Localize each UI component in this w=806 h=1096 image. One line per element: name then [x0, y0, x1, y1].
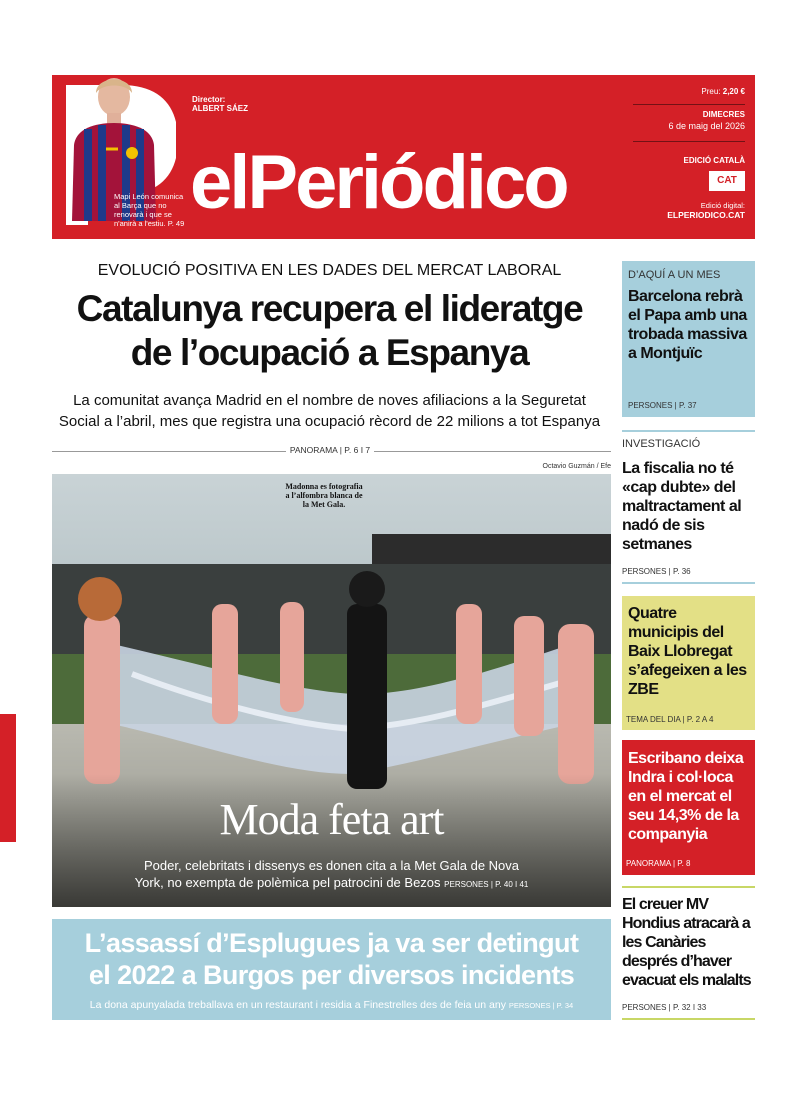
story-section-ref: TEMA DEL DIA | P. 2 A 4 [626, 715, 714, 724]
lead-deck-line: La comunitat avança Madrid en el nombre de noves afiliacions a la Seguretat [73, 392, 586, 409]
price-label: Preu: [701, 87, 721, 96]
met-gala-photo[interactable] [52, 474, 611, 907]
story-section-ref: PERSONES | P. 36 [622, 567, 691, 576]
masthead-divider [633, 141, 745, 142]
story-section-ref: PANORAMA | P. 8 [626, 859, 691, 868]
price [701, 87, 745, 96]
edition-cat-button[interactable]: CAT [709, 171, 745, 191]
story-headline: Escribano deixa Indra i col·loca en el mercat el seu 14,3% de la companyia [628, 750, 744, 843]
story-headline: El creuer MV Hondius atracarà a les Canàries després d’haver evacuat els malalts [622, 896, 751, 989]
lead-headline[interactable] [42, 287, 617, 375]
lead-kicker: EVOLUCIÓ POSITIVA EN LES DADES DEL MERCAT LABORAL [97, 262, 562, 279]
photo-note: Madonna es fotografia a l’alfombra blanca de la Met Gala. [285, 482, 363, 509]
sidebar-story-papa[interactable] [622, 261, 755, 417]
director-name: ALBERT SÁEZ [192, 104, 248, 113]
price-value: 2,20 € [722, 87, 745, 96]
player-caption[interactable]: Mapi León comunica al Barça que no renovarà i que se n'anirà a l'estiu. P. 49 [114, 192, 185, 228]
sidebar-story-fiscalia[interactable] [622, 430, 755, 584]
photo-credit: Octavio Guzmán / Efe [542, 463, 611, 470]
story-headline: Quatre municipis del Baix Llobregat s’afegeixen a les ZBE [628, 605, 747, 698]
bottom-story[interactable] [52, 919, 611, 1020]
bottom-headline-line: L’assassí d’Esplugues ja va ser detingut [84, 928, 579, 958]
lead-headline-line: de l’ocupació a Espanya [130, 332, 529, 373]
sidebar-story-indra[interactable] [622, 740, 755, 875]
bottom-headline [52, 927, 611, 991]
story-label: INVESTIGACIÓ [622, 438, 701, 450]
bottom-headline-line: el 2022 a Burgos per diversos incidents [88, 960, 575, 990]
photo-title[interactable]: Moda feta art [219, 795, 444, 844]
lead-deck-line: Social a l’abril, mes que registra una ocupació rècord de 22 milions a tot Espanya [58, 413, 601, 430]
bottom-deck: La dona apunyalada treballava en un restaurant i residia a Finestrelles des de feia un any PERSONES | P. 34 [89, 999, 574, 1011]
issue-date: 6 de maig del 2026 [668, 121, 745, 131]
edition-label: EDICIÓ CATALÀ [683, 156, 745, 165]
lead-section-ref: PANORAMA | P. 6 I 7 [289, 445, 371, 455]
bottom-section-ref: PERSONES | P. 34 [508, 1001, 574, 1010]
photo-deck [72, 857, 591, 893]
digital-edition-label: Edició digital: [700, 201, 745, 210]
newspaper-logo[interactable]: elPeriódico [190, 140, 567, 225]
masthead [52, 75, 755, 239]
section-divider [52, 451, 286, 452]
lead-headline-line: Catalunya recupera el lideratge [76, 288, 583, 329]
sidebar-story-zbe[interactable] [622, 596, 755, 730]
story-section-ref: PERSONES | P. 32 I 33 [622, 1003, 707, 1012]
lead-deck [52, 390, 607, 432]
section-divider [374, 451, 611, 452]
director-label: Director: [192, 95, 226, 104]
digital-edition-link[interactable]: ELPERIODICO.CAT [667, 210, 745, 220]
photo-section-ref: PERSONES | P. 40 I 41 [444, 880, 529, 889]
photo-deck-line: Poder, celebritats i dissenys es donen cita a la Met Gala de Nova [143, 858, 520, 873]
sidebar-story-hondius[interactable] [622, 886, 755, 1020]
masthead-divider [633, 104, 745, 105]
story-headline: La fiscalia no té «cap dubte» del maltractament al nadó de sis setmanes [622, 460, 742, 553]
story-section-ref: PERSONES | P. 37 [628, 401, 697, 410]
issue-day: DIMECRES [702, 110, 745, 119]
photo-deck-line: York, no exempta de polèmica pel patrocini de Bezos PERSONES | P. 40 I 41 [134, 875, 529, 890]
page-edge-tab [0, 714, 16, 842]
story-label: D’AQUÍ A UN MES [628, 269, 721, 281]
story-headline: Barcelona rebrà el Papa amb una trobada massiva a Montjuïc [628, 288, 747, 362]
